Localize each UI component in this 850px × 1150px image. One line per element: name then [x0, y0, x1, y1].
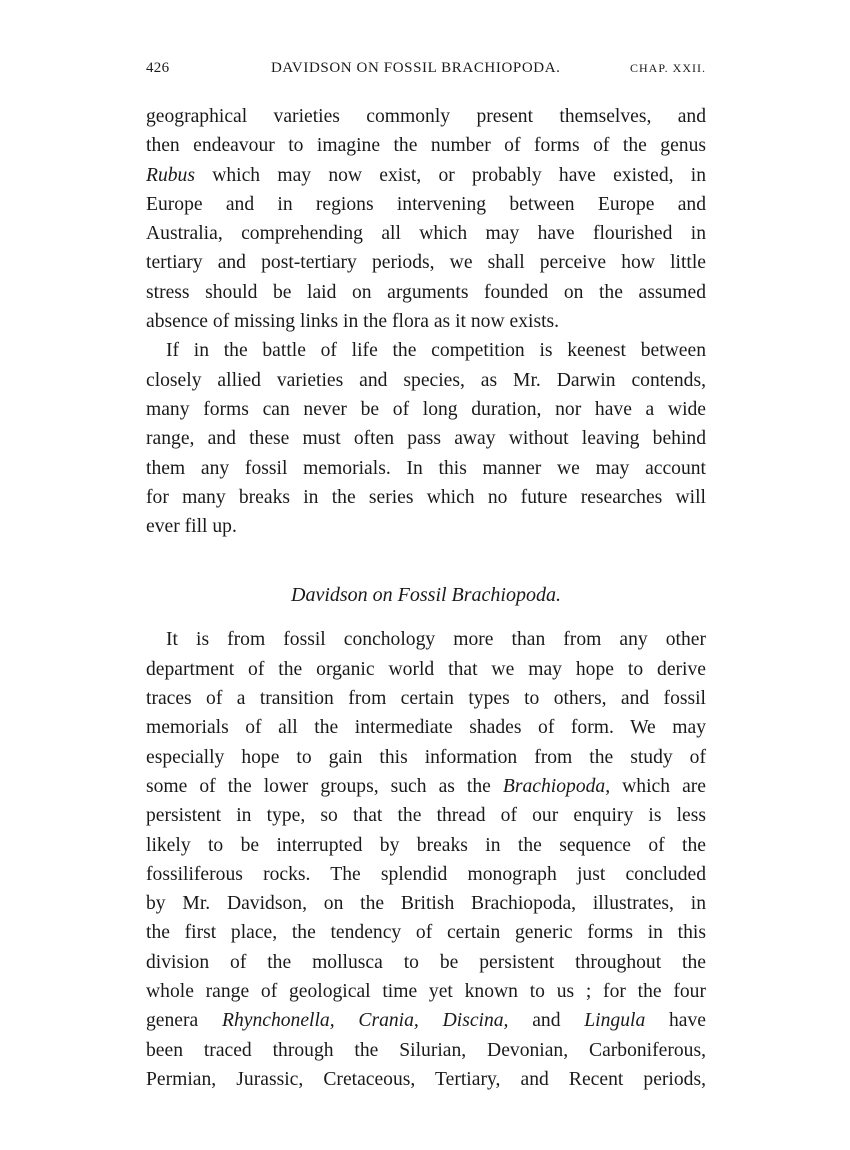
running-header [146, 60, 706, 84]
text-line: especially hope to gain this information from the study of [146, 746, 706, 768]
text-line: department of the organic world that we may hope to derive [146, 658, 706, 680]
text-line: persistent in type, so that the thread of our enquiry is less [146, 805, 706, 827]
book-page [146, 60, 706, 1094]
text-line: absence of missing links in the flora as it now exists. [146, 311, 560, 333]
paragraph-1 [146, 102, 706, 336]
text-fragment: have [645, 1010, 706, 1032]
text-line: memorials of all the intermediate shades of form. We may [146, 717, 706, 739]
text-line: division of the mollusca to be persistent throughout the [146, 951, 706, 973]
running-title: DAVIDSON ON FOSSIL BRACHIOPODA. [271, 60, 561, 76]
paragraph-3 [146, 625, 706, 1094]
italic-genus-name: Crania, [358, 1010, 419, 1032]
text-line: by Mr. Davidson, on the British Brachiopoda, illustrates, in [146, 893, 706, 915]
text-line: geographical varieties commonly present themselves, and [146, 106, 706, 127]
italic-genus-name: Lingula [584, 1010, 646, 1032]
body-text [146, 102, 706, 1094]
text-line: whole range of geological time yet known to us ; for the four [146, 981, 706, 1003]
italic-genus-name: Rubus [146, 164, 195, 186]
text-line: range, and these must often pass away without leaving behind [146, 428, 706, 450]
text-line: If in the battle of life the competition is keenest between [166, 340, 706, 362]
text-fragment [335, 1010, 359, 1031]
text-line: closely allied varieties and species, as Mr. Darwin contends, [146, 369, 706, 391]
text-line: the first place, the tendency of certain generic forms in this [146, 922, 706, 944]
text-line: then endeavour to imagine the number of forms of the genus [146, 135, 706, 157]
italic-genus-name: Rhynchonella, [221, 1010, 335, 1032]
text-line: stress should be laid on arguments founded on the assumed [146, 281, 706, 303]
text-line: likely to be interrupted by breaks in the sequence of the [146, 834, 706, 856]
text-line: for many breaks in the series which no future researches will [146, 486, 706, 508]
text-line: fossiliferous rocks. The splendid monograph just concluded [146, 863, 706, 885]
text-line: many forms can never be of long duration, nor have a wide [146, 398, 706, 420]
text-line: them any fossil memorials. In this manner we may account [146, 457, 706, 479]
text-fragment: which are [610, 775, 706, 797]
italic-genus-name: Discina, [442, 1010, 509, 1032]
text-fragment: which may now exist, or probably have existed, in [194, 164, 706, 186]
text-line: Permian, Jurassic, Cretaceous, Tertiary, and Recent periods, [146, 1068, 706, 1090]
text-line: ever fill up. [146, 516, 237, 538]
text-fragment [419, 1010, 443, 1031]
text-line: tertiary and post-tertiary periods, we shall perceive how little [146, 252, 706, 274]
text-line: It is from fossil conchology more than from any other [166, 629, 706, 651]
text-line [146, 161, 706, 190]
text-line: Europe and in regions intervening between Europe and [146, 193, 706, 215]
text-line [146, 1006, 706, 1035]
text-line: Australia, comprehending all which may have flourished in [146, 223, 706, 245]
paragraph-2 [146, 336, 706, 541]
text-line: traces of a transition from certain types to others, and fossil [146, 688, 706, 710]
page-number: 426 [146, 60, 170, 76]
italic-taxon-name: Brachiopoda, [502, 775, 611, 797]
section-heading: Davidson on Fossil Brachiopoda. [291, 584, 561, 607]
text-fragment: genera [146, 1010, 222, 1032]
text-line [146, 772, 706, 801]
text-line: been traced through the Silurian, Devonian, Carboniferous, [146, 1039, 706, 1061]
text-fragment: and [508, 1010, 585, 1032]
chapter-label: CHAP. XXII. [629, 61, 706, 75]
text-fragment: some of the lower groups, such as the [146, 775, 503, 797]
